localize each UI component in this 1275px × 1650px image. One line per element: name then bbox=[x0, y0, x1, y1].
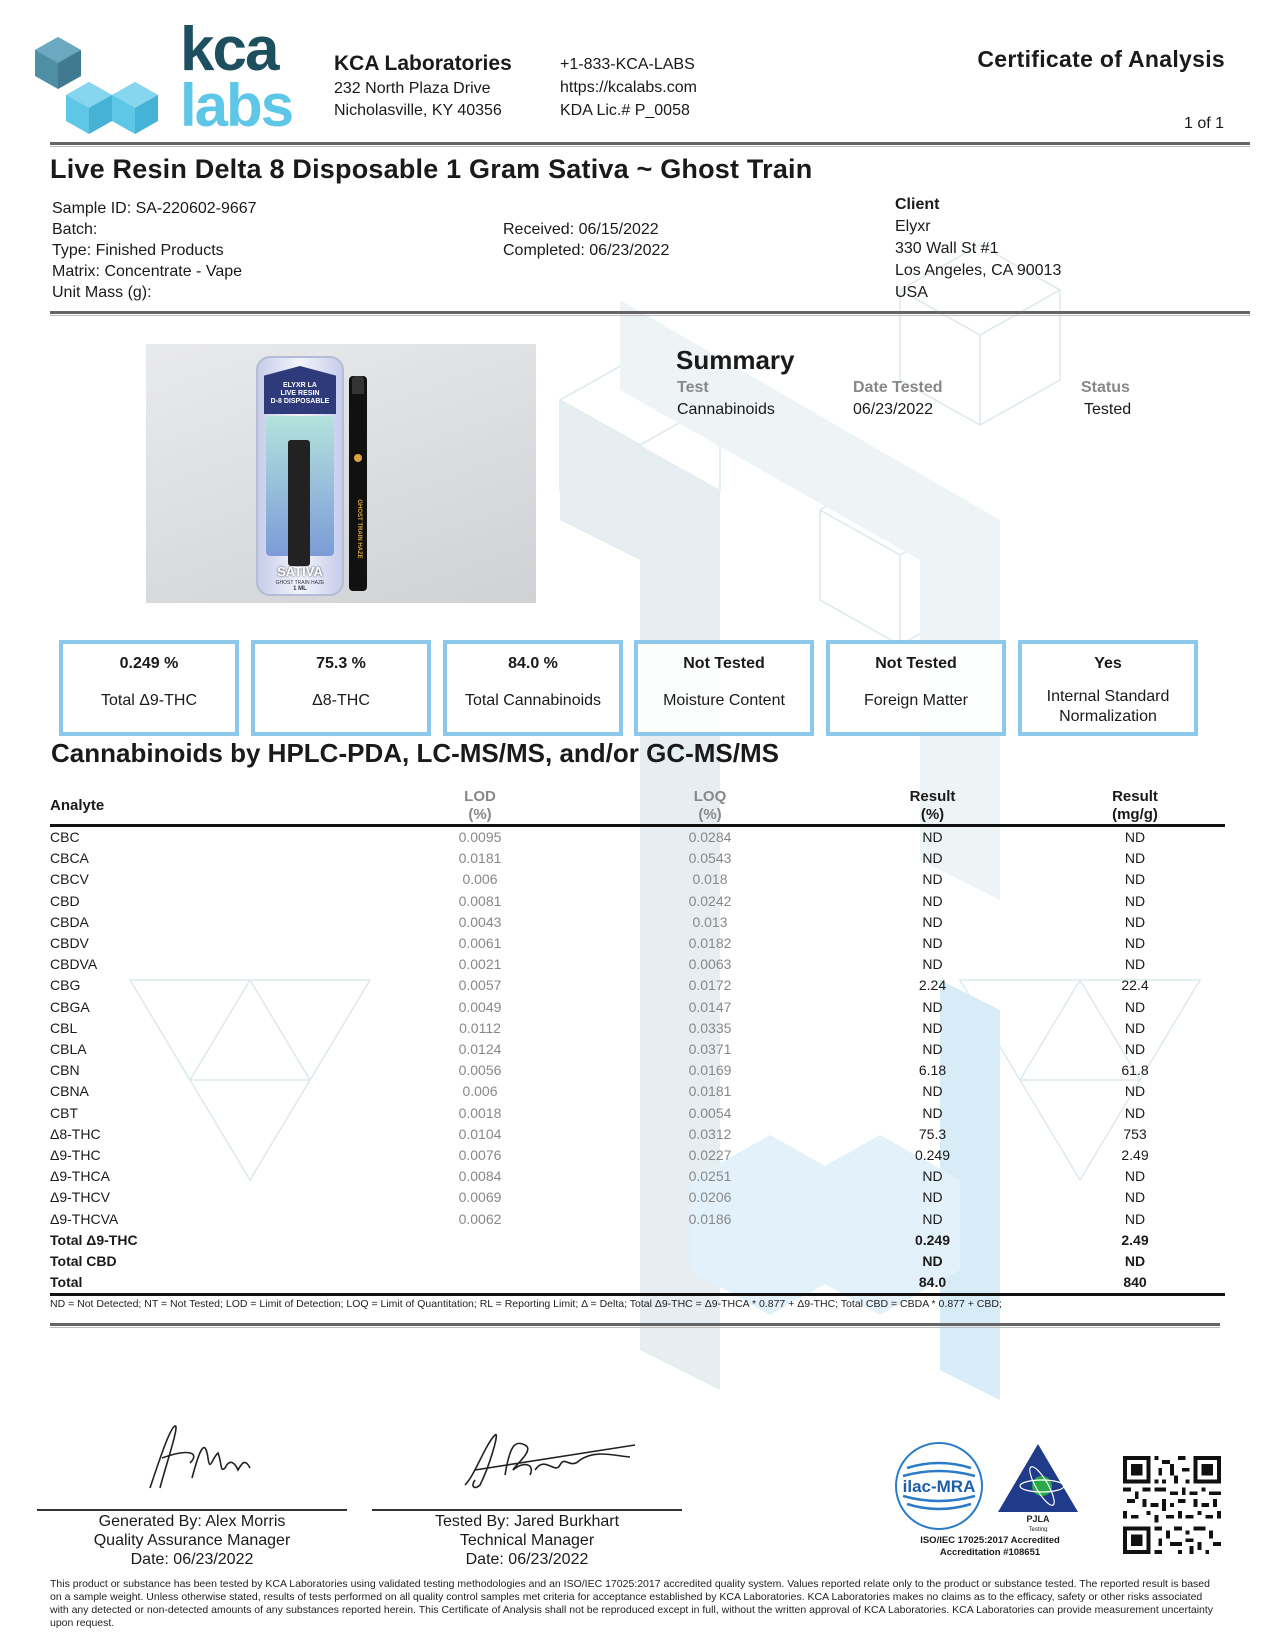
lod-cell: 0.0069 bbox=[458, 1189, 502, 1206]
result-mg-cell: ND bbox=[1124, 935, 1146, 952]
col-result-pct-unit: (%) bbox=[920, 806, 945, 823]
result-mg-cell: ND bbox=[1124, 956, 1146, 973]
lod-cell: 0.0076 bbox=[458, 1147, 502, 1164]
lod-cell: 0.0104 bbox=[458, 1125, 502, 1142]
result-pct-cell: ND bbox=[922, 1083, 943, 1100]
summary-col-test: Test bbox=[677, 379, 709, 396]
result-pct-cell: 75.3 bbox=[918, 1125, 947, 1142]
loq-cell: 0.0182 bbox=[688, 935, 732, 952]
pjla-text: PJLA bbox=[1026, 1514, 1050, 1524]
cannabinoids-table bbox=[50, 788, 1225, 1296]
analyte-cell: CBNA bbox=[50, 1083, 89, 1100]
lab-address-1: 232 North Plaza Drive bbox=[334, 80, 491, 97]
qr-code[interactable] bbox=[1123, 1456, 1221, 1554]
result-pct-cell: ND bbox=[922, 1168, 943, 1185]
client-street: 330 Wall St #1 bbox=[895, 240, 999, 257]
result-mg-cell: ND bbox=[1124, 829, 1146, 845]
lod-cell: 0.0181 bbox=[458, 850, 502, 867]
analyte-cell: CBLA bbox=[50, 1041, 87, 1058]
table-row bbox=[50, 1187, 1225, 1208]
key-value: 75.3 % bbox=[316, 655, 366, 672]
box-line-2: D-8 DISPOSABLE bbox=[270, 398, 330, 405]
loq-cell: 0.0181 bbox=[688, 1083, 732, 1100]
result-mg-cell: ND bbox=[1124, 871, 1146, 888]
kca-logo-cubes bbox=[30, 30, 165, 135]
loq-cell: 0.0206 bbox=[688, 1189, 732, 1206]
result-pct-cell: ND bbox=[922, 871, 943, 888]
result-mg-cell: ND bbox=[1124, 1168, 1146, 1185]
lod-cell: 0.0049 bbox=[458, 998, 502, 1015]
analyte-cell: Δ9-THCV bbox=[50, 1189, 110, 1206]
table-row bbox=[50, 1209, 1225, 1230]
analyte-cell: Δ9-THCVA bbox=[50, 1210, 119, 1227]
vape-pen bbox=[349, 376, 367, 591]
key-box-total-d9-thc bbox=[59, 640, 239, 736]
key-box-d8-thc bbox=[251, 640, 431, 736]
total-pct-cell: ND bbox=[922, 1253, 943, 1270]
loq-cell: 0.018 bbox=[692, 871, 728, 888]
client-city: Los Angeles, CA 90013 bbox=[895, 262, 1062, 279]
total-label-cell: Total bbox=[50, 1274, 83, 1291]
box-sativa: SATIVA bbox=[277, 564, 323, 579]
result-pct-cell: ND bbox=[922, 935, 943, 952]
summary-status: Tested bbox=[1084, 401, 1132, 418]
empty-cell bbox=[600, 1251, 820, 1272]
signer-2-name: Tested By: Jared Burkhart bbox=[434, 1513, 620, 1530]
box-size: 1 ML bbox=[293, 586, 307, 592]
signature-line-1 bbox=[37, 1509, 347, 1511]
result-mg-cell: ND bbox=[1124, 1210, 1146, 1227]
summary-test: Cannabinoids bbox=[677, 401, 775, 418]
page-number: 1 of 1 bbox=[1183, 115, 1224, 132]
logo-text-kca: kca bbox=[180, 15, 278, 84]
key-value: Not Tested bbox=[875, 655, 957, 672]
analyte-cell: CBDV bbox=[50, 935, 89, 952]
analyte-cell: Δ9-THC bbox=[50, 1147, 101, 1164]
result-mg-cell: 2.49 bbox=[1121, 1147, 1149, 1164]
signature-burkhart bbox=[445, 1425, 645, 1495]
loq-cell: 0.0251 bbox=[688, 1168, 732, 1185]
signature-morris bbox=[130, 1418, 260, 1498]
signer-1-role: Quality Assurance Manager bbox=[93, 1532, 291, 1549]
lab-address-2: Nicholasville, KY 40356 bbox=[334, 102, 502, 119]
lod-cell: 0.0124 bbox=[458, 1041, 502, 1058]
result-mg-cell: 753 bbox=[1123, 1125, 1147, 1142]
key-box-normalization bbox=[1018, 640, 1198, 736]
product-photo bbox=[146, 344, 536, 603]
total-mg-cell: 840 bbox=[1123, 1274, 1147, 1291]
sample-type: Type: Finished Products bbox=[52, 242, 224, 259]
key-box-foreign-matter bbox=[826, 640, 1006, 736]
result-mg-cell: ND bbox=[1124, 850, 1146, 867]
lab-phone: +1-833-KCA-LABS bbox=[560, 56, 695, 73]
total-row bbox=[50, 1272, 1225, 1295]
result-pct-cell: ND bbox=[922, 1019, 943, 1036]
empty-cell bbox=[600, 1230, 820, 1251]
result-mg-cell: ND bbox=[1124, 1019, 1146, 1036]
lod-cell: 0.0062 bbox=[458, 1210, 502, 1227]
ilac-text: ilac-MRA bbox=[902, 1477, 976, 1496]
client-heading: Client bbox=[895, 196, 940, 213]
key-value: Yes bbox=[1094, 655, 1122, 672]
result-pct-cell: ND bbox=[922, 1104, 943, 1121]
lod-cell: 0.0043 bbox=[458, 913, 502, 930]
table-row bbox=[50, 1018, 1225, 1039]
table-row bbox=[50, 912, 1225, 933]
total-pct-cell: 0.249 bbox=[914, 1231, 951, 1248]
loq-cell: 0.0242 bbox=[688, 892, 732, 909]
result-pct-cell: ND bbox=[922, 956, 943, 973]
lab-website[interactable]: https://kcalabs.com bbox=[560, 79, 697, 96]
result-pct-cell: ND bbox=[922, 1189, 943, 1206]
table-row bbox=[50, 1166, 1225, 1187]
analyte-cell: CBDA bbox=[50, 913, 89, 930]
loq-cell: 0.0335 bbox=[688, 1019, 732, 1036]
total-pct-cell: 84.0 bbox=[918, 1274, 947, 1291]
table-row bbox=[50, 997, 1225, 1018]
col-loq: LOQ bbox=[693, 788, 727, 805]
result-pct-cell: ND bbox=[922, 892, 943, 909]
loq-cell: 0.0147 bbox=[688, 998, 732, 1015]
analyte-cell: Δ8-THC bbox=[50, 1125, 101, 1142]
loq-cell: 0.013 bbox=[692, 913, 728, 930]
key-label: Internal Standard Normalization bbox=[1046, 688, 1170, 725]
document-title: Certificate of Analysis bbox=[977, 46, 1225, 72]
product-title: Live Resin Delta 8 Disposable 1 Gram Sativa ~ Ghost Train bbox=[50, 154, 813, 184]
lod-cell: 0.0061 bbox=[458, 935, 502, 952]
result-mg-cell: ND bbox=[1124, 1189, 1146, 1206]
logo-text-labs: labs bbox=[180, 72, 293, 139]
analyte-cell: Δ9-THCA bbox=[50, 1168, 110, 1185]
summary-heading: Summary bbox=[676, 345, 795, 375]
pjla-logo bbox=[996, 1440, 1080, 1532]
total-label-cell: Total CBD bbox=[50, 1253, 117, 1270]
summary-col-status: Status bbox=[1081, 379, 1130, 396]
lod-cell: 0.0057 bbox=[458, 977, 502, 994]
table-row bbox=[50, 1039, 1225, 1060]
analyte-cell: CBT bbox=[50, 1104, 78, 1121]
result-pct-cell: ND bbox=[922, 998, 943, 1015]
loq-cell: 0.0312 bbox=[688, 1125, 732, 1142]
total-mg-cell: 2.49 bbox=[1121, 1231, 1149, 1248]
key-label: Total Cannabinoids bbox=[464, 692, 602, 709]
total-row bbox=[50, 1230, 1225, 1251]
table-row bbox=[50, 891, 1225, 912]
analyte-cell: CBL bbox=[50, 1019, 78, 1036]
table-header-row bbox=[50, 788, 1225, 826]
result-pct-cell: 0.249 bbox=[914, 1147, 951, 1164]
loq-cell: 0.0186 bbox=[688, 1210, 732, 1227]
box-strain-name: GHOST TRAIN HAZE bbox=[275, 580, 325, 586]
analyte-cell: CBG bbox=[50, 977, 81, 994]
total-label-cell: Total Δ9-THC bbox=[50, 1231, 138, 1248]
lod-cell: 0.0112 bbox=[459, 1019, 501, 1036]
col-lod: LOD bbox=[464, 788, 496, 805]
lod-cell: 0.0095 bbox=[458, 829, 502, 845]
key-value: 84.0 % bbox=[508, 655, 558, 672]
empty-cell bbox=[360, 1272, 600, 1295]
product-divider bbox=[50, 311, 1250, 316]
lod-cell: 0.0084 bbox=[458, 1168, 502, 1185]
summary-date: 06/23/2022 bbox=[853, 401, 934, 418]
lab-license: KDA Lic.# P_0058 bbox=[560, 102, 690, 119]
table-footnote: ND = Not Detected; NT = Not Tested; LOD = Limit of Detection; LOQ = Limit of Quantitation; RL = Reporting Limit; Δ = Delta; Total Δ9-THC = Δ9-THCA * 0.877 + Δ9-THC; Total CBD = CBDA * 0.877 + CBD; bbox=[50, 1298, 1002, 1310]
empty-cell bbox=[600, 1272, 820, 1295]
loq-cell: 0.0371 bbox=[688, 1041, 732, 1058]
result-mg-cell: ND bbox=[1124, 1041, 1146, 1058]
result-pct-cell: ND bbox=[922, 913, 943, 930]
analyte-cell: CBN bbox=[50, 1062, 80, 1079]
key-value: Not Tested bbox=[683, 655, 765, 672]
result-mg-cell: ND bbox=[1124, 1083, 1146, 1100]
batch: Batch: bbox=[52, 221, 98, 238]
result-mg-cell: 22.4 bbox=[1121, 977, 1149, 994]
product-box bbox=[256, 356, 344, 596]
analyte-cell: CBD bbox=[50, 892, 80, 909]
result-pct-cell: ND bbox=[922, 1041, 943, 1058]
box-window-pen bbox=[288, 440, 310, 566]
lod-cell: 0.006 bbox=[462, 871, 498, 888]
result-mg-cell: ND bbox=[1124, 1104, 1146, 1121]
header-divider bbox=[50, 142, 1250, 147]
empty-cell bbox=[360, 1230, 600, 1251]
total-row bbox=[50, 1251, 1225, 1272]
sample-id: Sample ID: SA-220602-9667 bbox=[52, 200, 257, 217]
table-footer-divider bbox=[50, 1323, 1220, 1328]
result-pct-cell: 2.24 bbox=[918, 977, 947, 994]
table-row bbox=[50, 869, 1225, 890]
result-pct-cell: ND bbox=[922, 850, 943, 867]
signer-1-date: Date: 06/23/2022 bbox=[130, 1551, 254, 1568]
result-pct-cell: 6.18 bbox=[918, 1062, 947, 1079]
lab-name: KCA Laboratories bbox=[334, 52, 512, 75]
table-row bbox=[50, 1145, 1225, 1166]
key-label: Foreign Matter bbox=[863, 692, 969, 709]
unit-mass: Unit Mass (g): bbox=[52, 284, 152, 301]
signer-2-date: Date: 06/23/2022 bbox=[465, 1551, 589, 1568]
key-box-moisture bbox=[634, 640, 814, 736]
result-pct-cell: ND bbox=[922, 829, 943, 845]
table-row bbox=[50, 975, 1225, 996]
result-mg-cell: ND bbox=[1124, 913, 1146, 930]
table-row bbox=[50, 954, 1225, 975]
sample-matrix: Matrix: Concentrate - Vape bbox=[52, 263, 243, 280]
result-mg-cell: ND bbox=[1124, 892, 1146, 909]
loq-cell: 0.0054 bbox=[688, 1104, 732, 1121]
box-line-1: LIVE RESIN bbox=[280, 390, 320, 397]
lod-cell: 0.0018 bbox=[458, 1104, 502, 1121]
completed-date: Completed: 06/23/2022 bbox=[503, 242, 670, 259]
loq-cell: 0.0543 bbox=[688, 850, 732, 867]
result-pct-cell: ND bbox=[922, 1210, 943, 1227]
table-row bbox=[50, 1060, 1225, 1081]
key-label: Moisture Content bbox=[663, 692, 785, 709]
loq-cell: 0.0169 bbox=[688, 1062, 732, 1079]
client-name: Elyxr bbox=[895, 218, 931, 235]
pjla-sub: Testing bbox=[1028, 1527, 1048, 1532]
analyte-cell: CBCV bbox=[50, 871, 89, 888]
col-result-pct: Result bbox=[909, 788, 956, 805]
table-row bbox=[50, 1081, 1225, 1102]
loq-cell: 0.0227 bbox=[688, 1147, 732, 1164]
lod-cell: 0.006 bbox=[462, 1083, 498, 1100]
table-row bbox=[50, 933, 1225, 954]
received-date: Received: 06/15/2022 bbox=[503, 221, 659, 238]
lod-cell: 0.0056 bbox=[458, 1062, 502, 1079]
cannabinoids-section-title: Cannabinoids by HPLC-PDA, LC-MS/MS, and/or GC-MS/MS bbox=[51, 738, 779, 768]
analyte-cell: CBCA bbox=[50, 850, 89, 867]
lod-cell: 0.0021 bbox=[458, 956, 502, 973]
col-lod-unit: (%) bbox=[468, 806, 492, 823]
analyte-cell: CBC bbox=[50, 829, 80, 845]
key-value: 0.249 % bbox=[119, 655, 179, 672]
signature-line-2 bbox=[372, 1509, 682, 1511]
col-analyte: Analyte bbox=[50, 797, 105, 814]
col-loq-unit: (%) bbox=[698, 806, 722, 823]
table-row bbox=[50, 1103, 1225, 1124]
key-box-total-cannabinoids bbox=[443, 640, 623, 736]
col-result-mg-unit: (mg/g) bbox=[1112, 806, 1158, 823]
key-label: Δ8-THC bbox=[312, 692, 370, 709]
signer-1-name: Generated By: Alex Morris bbox=[98, 1513, 286, 1530]
accreditation-line-2: Accreditation #108651 bbox=[939, 1547, 1041, 1558]
result-mg-cell: ND bbox=[1124, 998, 1146, 1015]
result-mg-cell: 61.8 bbox=[1121, 1062, 1149, 1079]
pen-label: GHOST TRAIN HAZE bbox=[356, 499, 362, 559]
table-row bbox=[50, 848, 1225, 869]
lod-cell: 0.0081 bbox=[458, 892, 502, 909]
loq-cell: 0.0063 bbox=[688, 956, 732, 973]
empty-cell bbox=[360, 1251, 600, 1272]
signer-2-role: Technical Manager bbox=[459, 1532, 595, 1549]
key-label: Total Δ9-THC bbox=[100, 692, 198, 709]
ilac-mra-logo bbox=[893, 1440, 985, 1532]
box-brand: ELYXR LA bbox=[283, 382, 317, 389]
table-row bbox=[50, 826, 1225, 849]
analyte-cell: CBDVA bbox=[50, 956, 98, 973]
loq-cell: 0.0172 bbox=[688, 977, 732, 994]
legal-disclaimer: This product or substance has been tested by KCA Laboratories using validated testing methodologies and an ISO/IEC 17025:2017 accredited quality system. Values reported relate only to the product or substance tested. The reported result is based on a sample weight. Unless otherwise stated, results of tests performed on all quality control samples met criteria for acceptance established by KCA Laboratories. KCA Laboratories makes no claims as to the efficacy, safety or other risks associated with any detected or non-detected amounts of any substances reported herein. This Certificate of Analysis shall not be reproduced except in full, without the written approval of KCA Laboratories. KCA Laboratories can provide measurement uncertainty upon request. bbox=[50, 1578, 1214, 1629]
accreditation-line-1: ISO/IEC 17025:2017 Accredited bbox=[920, 1535, 1060, 1546]
analyte-cell: CBGA bbox=[50, 998, 90, 1015]
table-row bbox=[50, 1124, 1225, 1145]
total-mg-cell: ND bbox=[1124, 1253, 1146, 1270]
client-country: USA bbox=[895, 284, 928, 301]
loq-cell: 0.0284 bbox=[688, 829, 732, 845]
col-result-mg: Result bbox=[1112, 788, 1158, 805]
summary-col-date: Date Tested bbox=[853, 379, 943, 396]
